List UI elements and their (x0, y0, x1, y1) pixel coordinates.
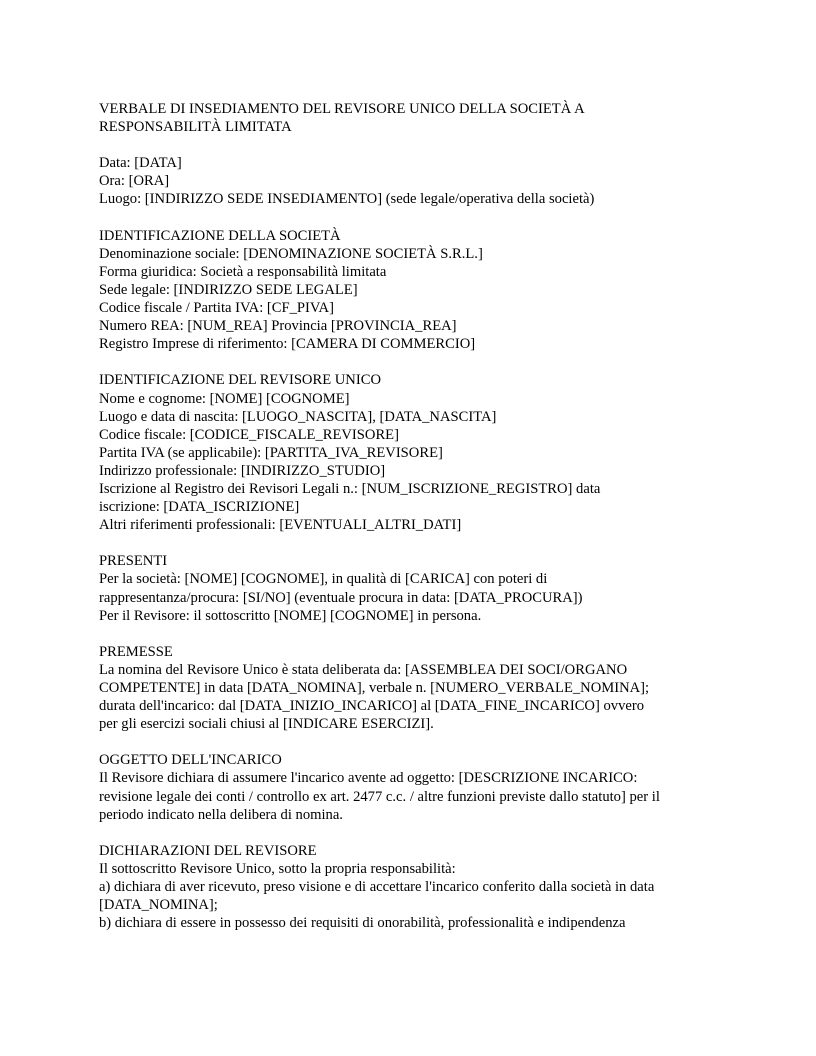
company-line: Registro Imprese di riferimento: [CAMERA DI COMMERCIO] (99, 336, 476, 353)
auditor-line: Iscrizione al Registro dei Revisori Legali n.: [NUM_ISCRIZIONE_REGISTRO] data (99, 480, 601, 497)
present-section (99, 552, 739, 624)
object-line: revisione legale dei conti / controllo ex art. 2477 c.c. / altre funzioni previste dallo statuto] per il (99, 788, 660, 805)
company-line: Codice fiscale / Partita IVA: [CF_PIVA] (99, 300, 334, 317)
meeting-date: Data: [DATA] (99, 155, 182, 172)
declarations-section (99, 842, 739, 932)
company-section (99, 227, 739, 354)
auditor-line: Codice fiscale: [CODICE_FISCALE_REVISORE] (99, 426, 399, 443)
declaration-line: b) dichiara di essere in possesso dei requisiti di onorabilità, professionalità e indipendenza (99, 915, 626, 932)
meeting-time: Ora: [ORA] (99, 173, 170, 190)
present-line: Per il Revisore: il sottoscritto [NOME] [COGNOME] in persona. (99, 607, 482, 624)
auditor-line: Altri riferimenti professionali: [EVENTUALI_ALTRI_DATI] (99, 517, 462, 534)
meeting-place: Luogo: [INDIRIZZO SEDE INSEDIAMENTO] (sede legale/operativa della società) (99, 191, 595, 208)
present-line: rappresentanza/procura: [SI/NO] (eventuale procura in data: [DATA_PROCURA]) (99, 589, 583, 606)
document-body (99, 100, 739, 950)
company-line: Numero REA: [NUM_REA] Provincia [PROVINCIA_REA] (99, 318, 457, 335)
section-heading: IDENTIFICAZIONE DELLA SOCIETÀ (99, 227, 341, 244)
section-heading: PREMESSE (99, 643, 173, 660)
title-line: VERBALE DI INSEDIAMENTO DEL REVISORE UNICO DELLA SOCIETÀ A (99, 101, 585, 117)
auditor-line: Indirizzo professionale: [INDIRIZZO_STUDIO] (99, 462, 386, 479)
section-heading: OGGETTO DELL'INCARICO (99, 752, 282, 769)
auditor-line: Nome e cognome: [NOME] [COGNOME] (99, 390, 350, 407)
company-line: Forma giuridica: Società a responsabilità limitata (99, 263, 387, 280)
object-line: Il Revisore dichiara di assumere l'incarico avente ad oggetto: [DESCRIZIONE INCARICO: (99, 770, 638, 787)
section-heading: IDENTIFICAZIONE DEL REVISORE UNICO (99, 372, 381, 389)
section-heading: DICHIARAZIONI DEL REVISORE (99, 842, 317, 859)
company-line: Sede legale: [INDIRIZZO SEDE LEGALE] (99, 281, 358, 298)
auditor-section (99, 371, 739, 534)
object-section (99, 751, 739, 823)
object-line: periodo indicato nella delibera di nomina. (99, 806, 343, 823)
declaration-line: [DATA_NOMINA]; (99, 897, 218, 914)
premises-line: durata dell'incarico: dal [DATA_INIZIO_INCARICO] al [DATA_FINE_INCARICO] ovvero (99, 698, 644, 715)
declaration-line: Il sottoscritto Revisore Unico, sotto la propria responsabilità: (99, 860, 456, 877)
document-title (99, 100, 739, 136)
meeting-details (99, 154, 739, 208)
section-heading: PRESENTI (99, 553, 168, 570)
premises-line: per gli esercizi sociali chiusi al [INDICARE ESERCIZI]. (99, 716, 434, 733)
premises-section (99, 643, 739, 733)
present-line: Per la società: [NOME] [COGNOME], in qualità di [CARICA] con poteri di (99, 571, 548, 588)
company-line: Denominazione sociale: [DENOMINAZIONE SOCIETÀ S.R.L.] (99, 245, 483, 262)
auditor-line: iscrizione: [DATA_ISCRIZIONE] (99, 499, 300, 516)
auditor-line: Partita IVA (se applicabile): [PARTITA_IVA_REVISORE] (99, 444, 443, 461)
auditor-line: Luogo e data di nascita: [LUOGO_NASCITA], [DATA_NASCITA] (99, 408, 497, 425)
premises-line: COMPETENTE] in data [DATA_NOMINA], verbale n. [NUMERO_VERBALE_NOMINA]; (99, 680, 650, 696)
premises-line: La nomina del Revisore Unico è stata deliberata da: [ASSEMBLEA DEI SOCI/ORGANO (99, 661, 628, 678)
title-line: RESPONSABILITÀ LIMITATA (99, 119, 292, 136)
declaration-line: a) dichiara di aver ricevuto, preso visione e di accettare l'incarico conferito dalla società in data (99, 879, 655, 896)
